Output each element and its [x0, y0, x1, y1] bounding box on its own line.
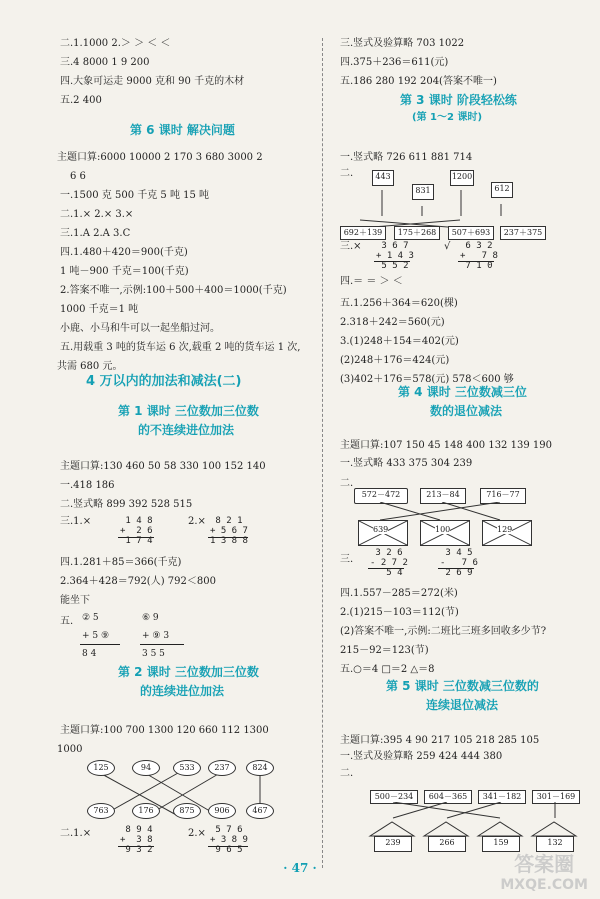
text-line: 三.竖式及验算略 703 1022	[340, 38, 465, 49]
text-line: 一.1500 克 500 千克 5 吨 15 吨	[60, 190, 210, 201]
text-line: 6 6	[70, 171, 86, 182]
lesson-heading: 第 2 课时 三位数加三位数	[118, 665, 259, 679]
text-line: 215－92＝123(节)	[340, 645, 429, 656]
arrow-box: 572－472	[354, 488, 408, 504]
calc-rule	[118, 537, 154, 538]
text-line: 主题口算:100 700 1300 120 660 112 1300	[60, 725, 269, 736]
lesson-heading: 第 1 课时 三位数加三位数	[118, 404, 259, 418]
text-line: √	[444, 241, 451, 252]
balloon: 443	[372, 170, 394, 186]
vertical-calc: 6 3 2 + 7 8 7 1 0	[460, 241, 498, 271]
envelope-number: 129	[497, 525, 513, 534]
circle-calc: + 5 ⑨	[82, 631, 110, 641]
vertical-calc: 3 4 5 - 7 6 2 6 9	[440, 548, 478, 578]
watermark	[500, 848, 588, 893]
page-number-value: 47	[291, 861, 309, 875]
lesson-heading: 第 3 课时 阶段轻松练	[400, 93, 517, 107]
oval-number: 875	[173, 803, 201, 819]
calc-rule	[208, 846, 248, 847]
column-divider	[322, 38, 324, 868]
page-number: · 47 ·	[283, 861, 317, 875]
text-line: 二.1.1000 2.＞ ＞ ＜ ＜	[60, 38, 171, 49]
lesson-heading: 第 6 课时 解决问题	[130, 123, 235, 137]
text-line: 三.×	[340, 241, 362, 252]
house-number: 239	[374, 836, 412, 852]
lesson-heading-sub: 的连续进位加法	[140, 684, 225, 698]
text-line: 二.	[340, 168, 354, 179]
house-number: 266	[428, 836, 466, 852]
text-line: 二.	[340, 478, 354, 489]
sign-box: 604－365	[424, 790, 472, 804]
expr-box: 692＋139	[340, 226, 386, 240]
text-line: 五.○＝4 □＝2 △＝8	[340, 664, 435, 675]
text-line: 能坐下	[60, 595, 90, 606]
oval-number: 763	[87, 803, 115, 819]
expr-box: 175＋268	[394, 226, 440, 240]
circle-calc: ⑥ 9	[142, 613, 159, 623]
text-line: (3)402＋176＝578(元) 578＜600 够	[340, 374, 514, 385]
calc-rule	[438, 568, 474, 569]
lesson-heading: 第 5 课时 三位数减三位数的	[386, 679, 539, 693]
vertical-calc: 8 2 1 + 5 6 7 1 3 8 8	[210, 516, 248, 546]
lesson-heading-sub: (第 1～2 课时)	[412, 112, 483, 123]
calc-rule	[208, 537, 248, 538]
lesson-heading-sub: 的不连续进位加法	[138, 423, 235, 437]
text-line: 共需 680 元。	[57, 361, 123, 372]
text-line: 2.318＋242＝560(元)	[340, 317, 445, 328]
oval-number: 533	[173, 760, 201, 776]
envelope	[482, 520, 532, 546]
text-line: 二.	[340, 768, 354, 779]
vertical-calc: 3 6 7 + 1 4 3 5 5 2	[376, 241, 414, 271]
text-line: 五.2 400	[60, 95, 102, 106]
text-line: 一.竖式略 433 375 304 239	[340, 458, 473, 469]
text-line: 四.1.557－285＝272(米)	[340, 588, 458, 599]
circle-calc: ② 5	[82, 613, 99, 623]
text-line: 2.364＋428＝792(人) 792＜800	[60, 576, 216, 587]
text-line: 三.1.×	[60, 516, 92, 527]
lesson-heading-sub: 数的退位减法	[430, 404, 503, 418]
sign-box: 341－182	[478, 790, 526, 804]
text-line: (2)248＋176＝424(元)	[340, 355, 450, 366]
lesson-heading: 第 4 课时 三位数减三位	[398, 385, 527, 399]
text-line: 主题口算:395 4 90 217 105 218 285 105	[340, 735, 540, 746]
text-line: 2.×	[188, 828, 206, 839]
arrow-box: 213－84	[420, 488, 466, 504]
envelope	[420, 520, 470, 546]
calc-rule	[80, 644, 120, 645]
vertical-calc: 8 9 4 + 3 8 9 3 2	[120, 825, 153, 855]
envelope	[358, 520, 408, 546]
text-line: 1000 千克＝1 吨	[60, 304, 139, 315]
envelope-number: 639	[373, 525, 389, 534]
sign-box: 301－169	[532, 790, 580, 804]
text-line: 一.418 186	[60, 480, 115, 491]
vertical-calc: 1 4 8 + 2 6 1 7 4	[120, 516, 153, 546]
house-number: 132	[536, 836, 574, 852]
text-line: 一.竖式略 726 611 881 714	[340, 152, 473, 163]
text-line: 三.	[340, 554, 354, 565]
text-line: 2.×	[188, 516, 206, 527]
arrow-box: 716－77	[480, 488, 526, 504]
balloon: 1200	[450, 170, 474, 186]
text-line: 四.大象可运走 9000 克和 90 千克的木材	[60, 76, 245, 87]
lesson-heading-sub: 连续退位减法	[426, 698, 499, 712]
vertical-calc: 3 2 6 - 2 7 2 5 4	[370, 548, 408, 578]
envelope-number: 100	[435, 525, 451, 534]
expr-box: 237＋375	[500, 226, 546, 240]
circle-calc: + ⑨ 3	[142, 631, 170, 641]
circle-calc: 3 5 5	[142, 649, 165, 659]
text-line: 主题口算:130 460 50 58 330 100 152 140	[60, 461, 266, 472]
text-line: 三.1.A 2.A 3.C	[60, 228, 131, 239]
text-line: 五.用载重 3 吨的货车运 6 次,载重 2 吨的货车运 1 次,	[60, 342, 301, 353]
text-line: 四.＝ ＝ ＞ ＜	[340, 276, 403, 287]
house-number: 159	[482, 836, 520, 852]
oval-number: 824	[246, 760, 274, 776]
calc-rule	[140, 644, 184, 645]
text-line: 五.	[60, 616, 74, 627]
text-line: 2.(1)215－103＝112(节)	[340, 607, 459, 618]
balloon: 612	[491, 182, 513, 198]
calc-rule	[118, 846, 154, 847]
text-line: 四.375＋236＝611(元)	[340, 57, 449, 68]
text-line: 3.(1)248＋154＝402(元)	[340, 336, 459, 347]
text-line: 二.1.×	[60, 828, 92, 839]
text-line: 一.竖式及验算略 259 424 444 380	[340, 751, 503, 762]
text-line: 二.竖式略 899 392 528 515	[60, 499, 193, 510]
text-line: 五.1.256＋364＝620(棵)	[340, 298, 458, 309]
text-line: 小鹿、小马和牛可以一起坐船过河。	[60, 323, 220, 334]
oval-number: 125	[87, 760, 115, 776]
balloon: 831	[412, 184, 434, 200]
watermark-title: 答案圈	[514, 852, 575, 876]
calc-rule	[458, 261, 494, 262]
text-line: 五.186 280 192 204(答案不唯一)	[340, 76, 497, 87]
oval-number: 467	[246, 803, 274, 819]
expr-box: 507＋693	[448, 226, 494, 240]
sign-box: 500－234	[370, 790, 418, 804]
circle-calc: 8 4	[82, 649, 97, 659]
house-lines	[340, 802, 592, 820]
watermark-url: MXQE.COM	[500, 877, 588, 893]
oval-number: 176	[132, 803, 160, 819]
text-line: 1000	[57, 744, 83, 755]
unit-heading: 4 万以内的加法和减法(二)	[86, 374, 242, 389]
envelope-lines	[340, 502, 592, 522]
text-line: 主题口算:6000 10000 2 170 3 680 3000 2	[57, 152, 263, 163]
text-line: 四.1.281＋85＝366(千克)	[60, 557, 182, 568]
house-roofs	[340, 820, 592, 838]
oval-number: 237	[208, 760, 236, 776]
text-line: 主题口算:107 150 45 148 400 132 139 190	[340, 440, 552, 451]
oval-number: 94	[132, 760, 160, 776]
text-line: 二.1.× 2.× 3.×	[60, 209, 134, 220]
text-line: 2.答案不唯一,示例:100＋500＋400＝1000(千克)	[60, 285, 287, 296]
oval-number: 906	[208, 803, 236, 819]
text-line: 三.4 8000 1 9 200	[60, 57, 150, 68]
calc-rule	[368, 568, 404, 569]
text-line: 1 吨－900 千克＝100(千克)	[60, 266, 189, 277]
text-line: 四.1.480＋420＝900(千克)	[60, 247, 188, 258]
text-line: (2)答案不唯一,示例:二班比三班多回收多少节?	[340, 626, 547, 637]
calc-rule	[374, 261, 410, 262]
vertical-calc: 5 7 6 + 3 8 9 9 6 5	[210, 825, 248, 855]
